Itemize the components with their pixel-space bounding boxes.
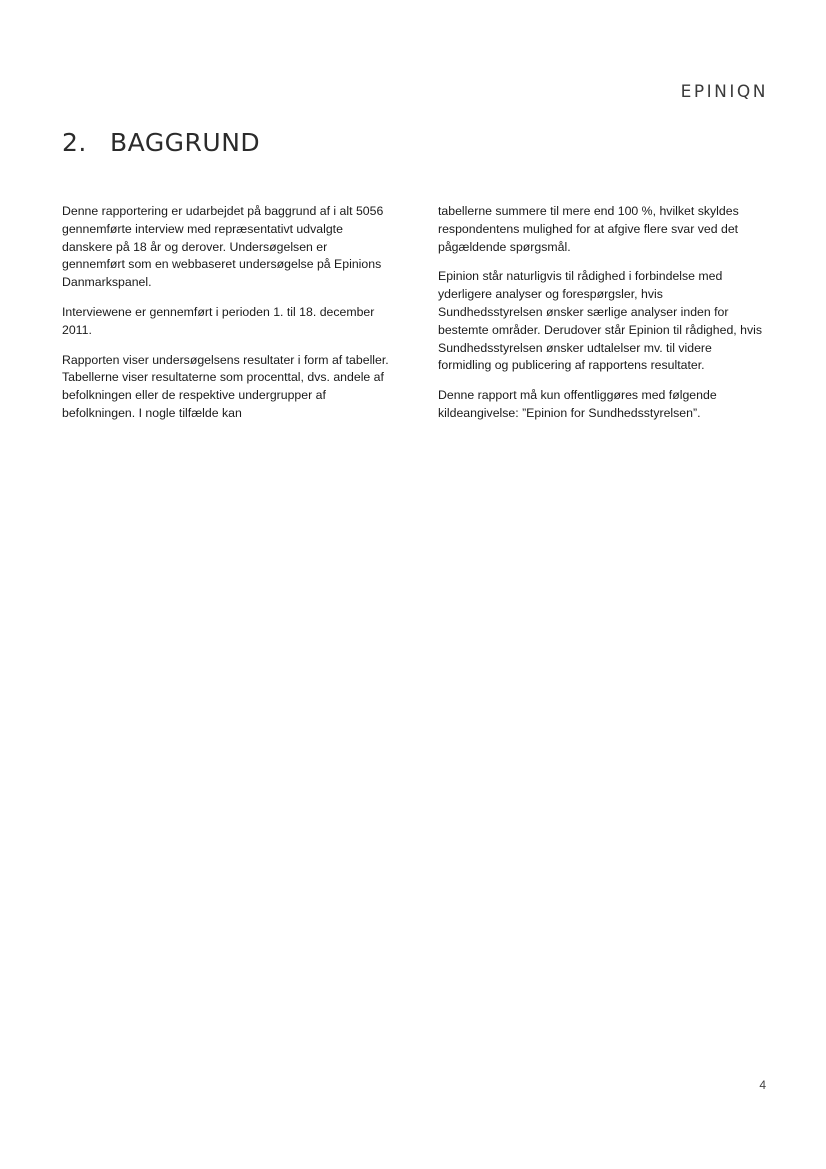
section-title: BAGGRUND	[110, 128, 261, 157]
paragraph: Denne rapport må kun offentliggøres med følgende kildeangivelse: ”Epinion for Sundhedsstyrelsen”.	[438, 388, 717, 420]
paragraph: Denne rapportering er udarbejdet på baggrund af i alt 5056 gennemførte interview med repræsentativt udvalgte danskere på 18 år og derover. Undersøgelsen er gennemført som en webbaseret undersøgelse på Epinions Danmarkspanel.	[62, 204, 384, 290]
left-column	[62, 203, 392, 435]
epinion-logo: EPINIQN	[680, 82, 768, 102]
right-column	[438, 203, 768, 435]
section-heading	[62, 128, 260, 157]
paragraph: Interviewene er gennemført i perioden 1. til 18. december 2011.	[62, 304, 375, 337]
paragraph: Rapporten viser undersøgelsens resultater i form af tabeller. Tabellerne viser resultaterne som procenttal, dvs. andele af befolkningen eller de respektive undergrupper af befolkningen. I nogle tilfælde kan	[62, 352, 389, 420]
page-number: 4	[759, 1078, 766, 1092]
paragraph: tabellerne summere til mere end 100 %, hvilket skyldes respondentens mulighed for at afgive flere svar ved det pågældende spørgsmål.	[438, 204, 739, 254]
section-number: 2.	[62, 128, 87, 157]
paragraph: Epinion står naturligvis til rådighed i forbindelse med yderligere analyser og forespørgsler, hvis Sundhedsstyrelsen ønsker særlige analyser inden for bestemte områder. Derudover står Epinion til rådighed, hvis Sundhedsstyrelsen ønsker udtalelser mv. til videre formidling og publicering af rapportens resultater.	[438, 269, 762, 373]
